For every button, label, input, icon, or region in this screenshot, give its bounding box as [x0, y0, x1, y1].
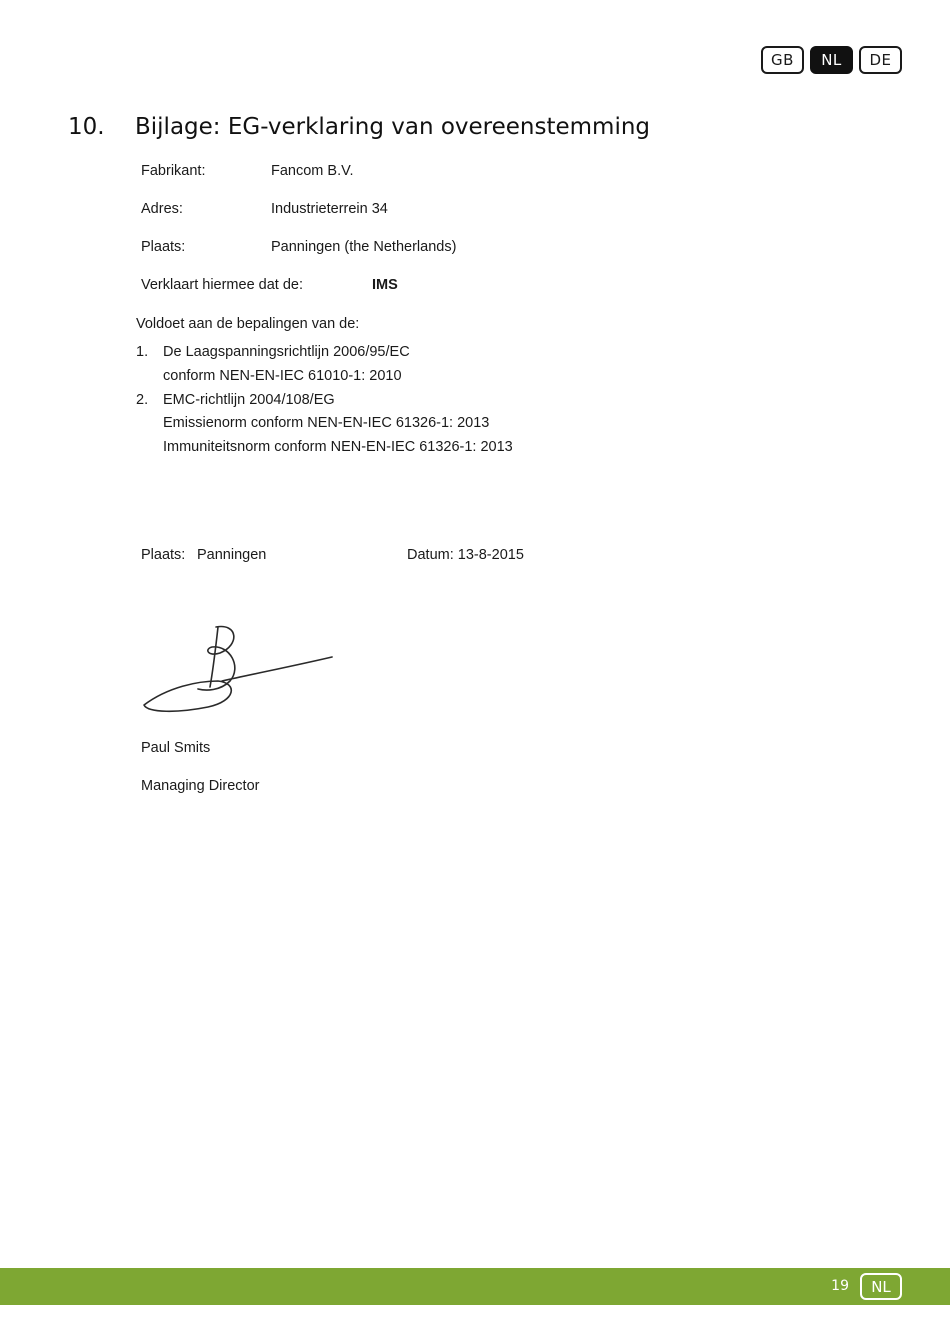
directive-1-title: De Laagspanningsrichtlijn 2006/95/EC [163, 344, 410, 360]
compliance-intro: Voldoet aan de bepalingen van de: [136, 316, 360, 332]
address-value: Industrieterrein 34 [271, 201, 388, 217]
directive-2-title: EMC-richtlijn 2004/108/EG [163, 392, 335, 408]
footer-language-badge: NL [860, 1273, 902, 1300]
footer-bar [0, 1268, 950, 1305]
signatory-name: Paul Smits [141, 740, 211, 756]
directive-1-number: 1. [136, 344, 149, 360]
signatory-role: Managing Director [141, 778, 260, 794]
language-tabs [761, 46, 902, 74]
heading-title: Bijlage: EG-verklaring van overeenstemming [135, 114, 651, 140]
directive-2-number: 2. [136, 392, 149, 408]
signing-place-label: Plaats: [141, 547, 186, 563]
lang-tab-nl[interactable]: NL [810, 46, 853, 74]
directive-2-line-1: Emissienorm conform NEN-EN-IEC 61326-1: 2013 [163, 415, 490, 431]
lang-tab-de[interactable]: DE [859, 46, 902, 74]
heading-number: 10. [68, 114, 105, 140]
signature-image [138, 615, 338, 720]
signing-date-label: Datum: [407, 547, 454, 563]
directive-2-line-2: Immuniteitsnorm conform NEN-EN-IEC 61326-1: 2013 [163, 439, 513, 455]
place-label: Plaats: [141, 239, 186, 255]
signing-date-value: 13-8-2015 [457, 547, 524, 563]
manufacturer-label: Fabrikant: [141, 163, 206, 179]
address-label: Adres: [141, 201, 183, 217]
page-number: 19 [831, 1278, 849, 1294]
place-value: Panningen (the Netherlands) [271, 239, 457, 255]
declares-value: IMS [372, 277, 398, 293]
manufacturer-value: Fancom B.V. [271, 163, 354, 179]
declares-label: Verklaart hiermee dat de: [141, 277, 304, 293]
lang-tab-gb[interactable]: GB [761, 46, 804, 74]
signing-date [407, 547, 524, 563]
signing-place-value: Panningen [197, 547, 267, 563]
directive-1-line-1: conform NEN-EN-IEC 61010-1: 2010 [163, 368, 402, 384]
